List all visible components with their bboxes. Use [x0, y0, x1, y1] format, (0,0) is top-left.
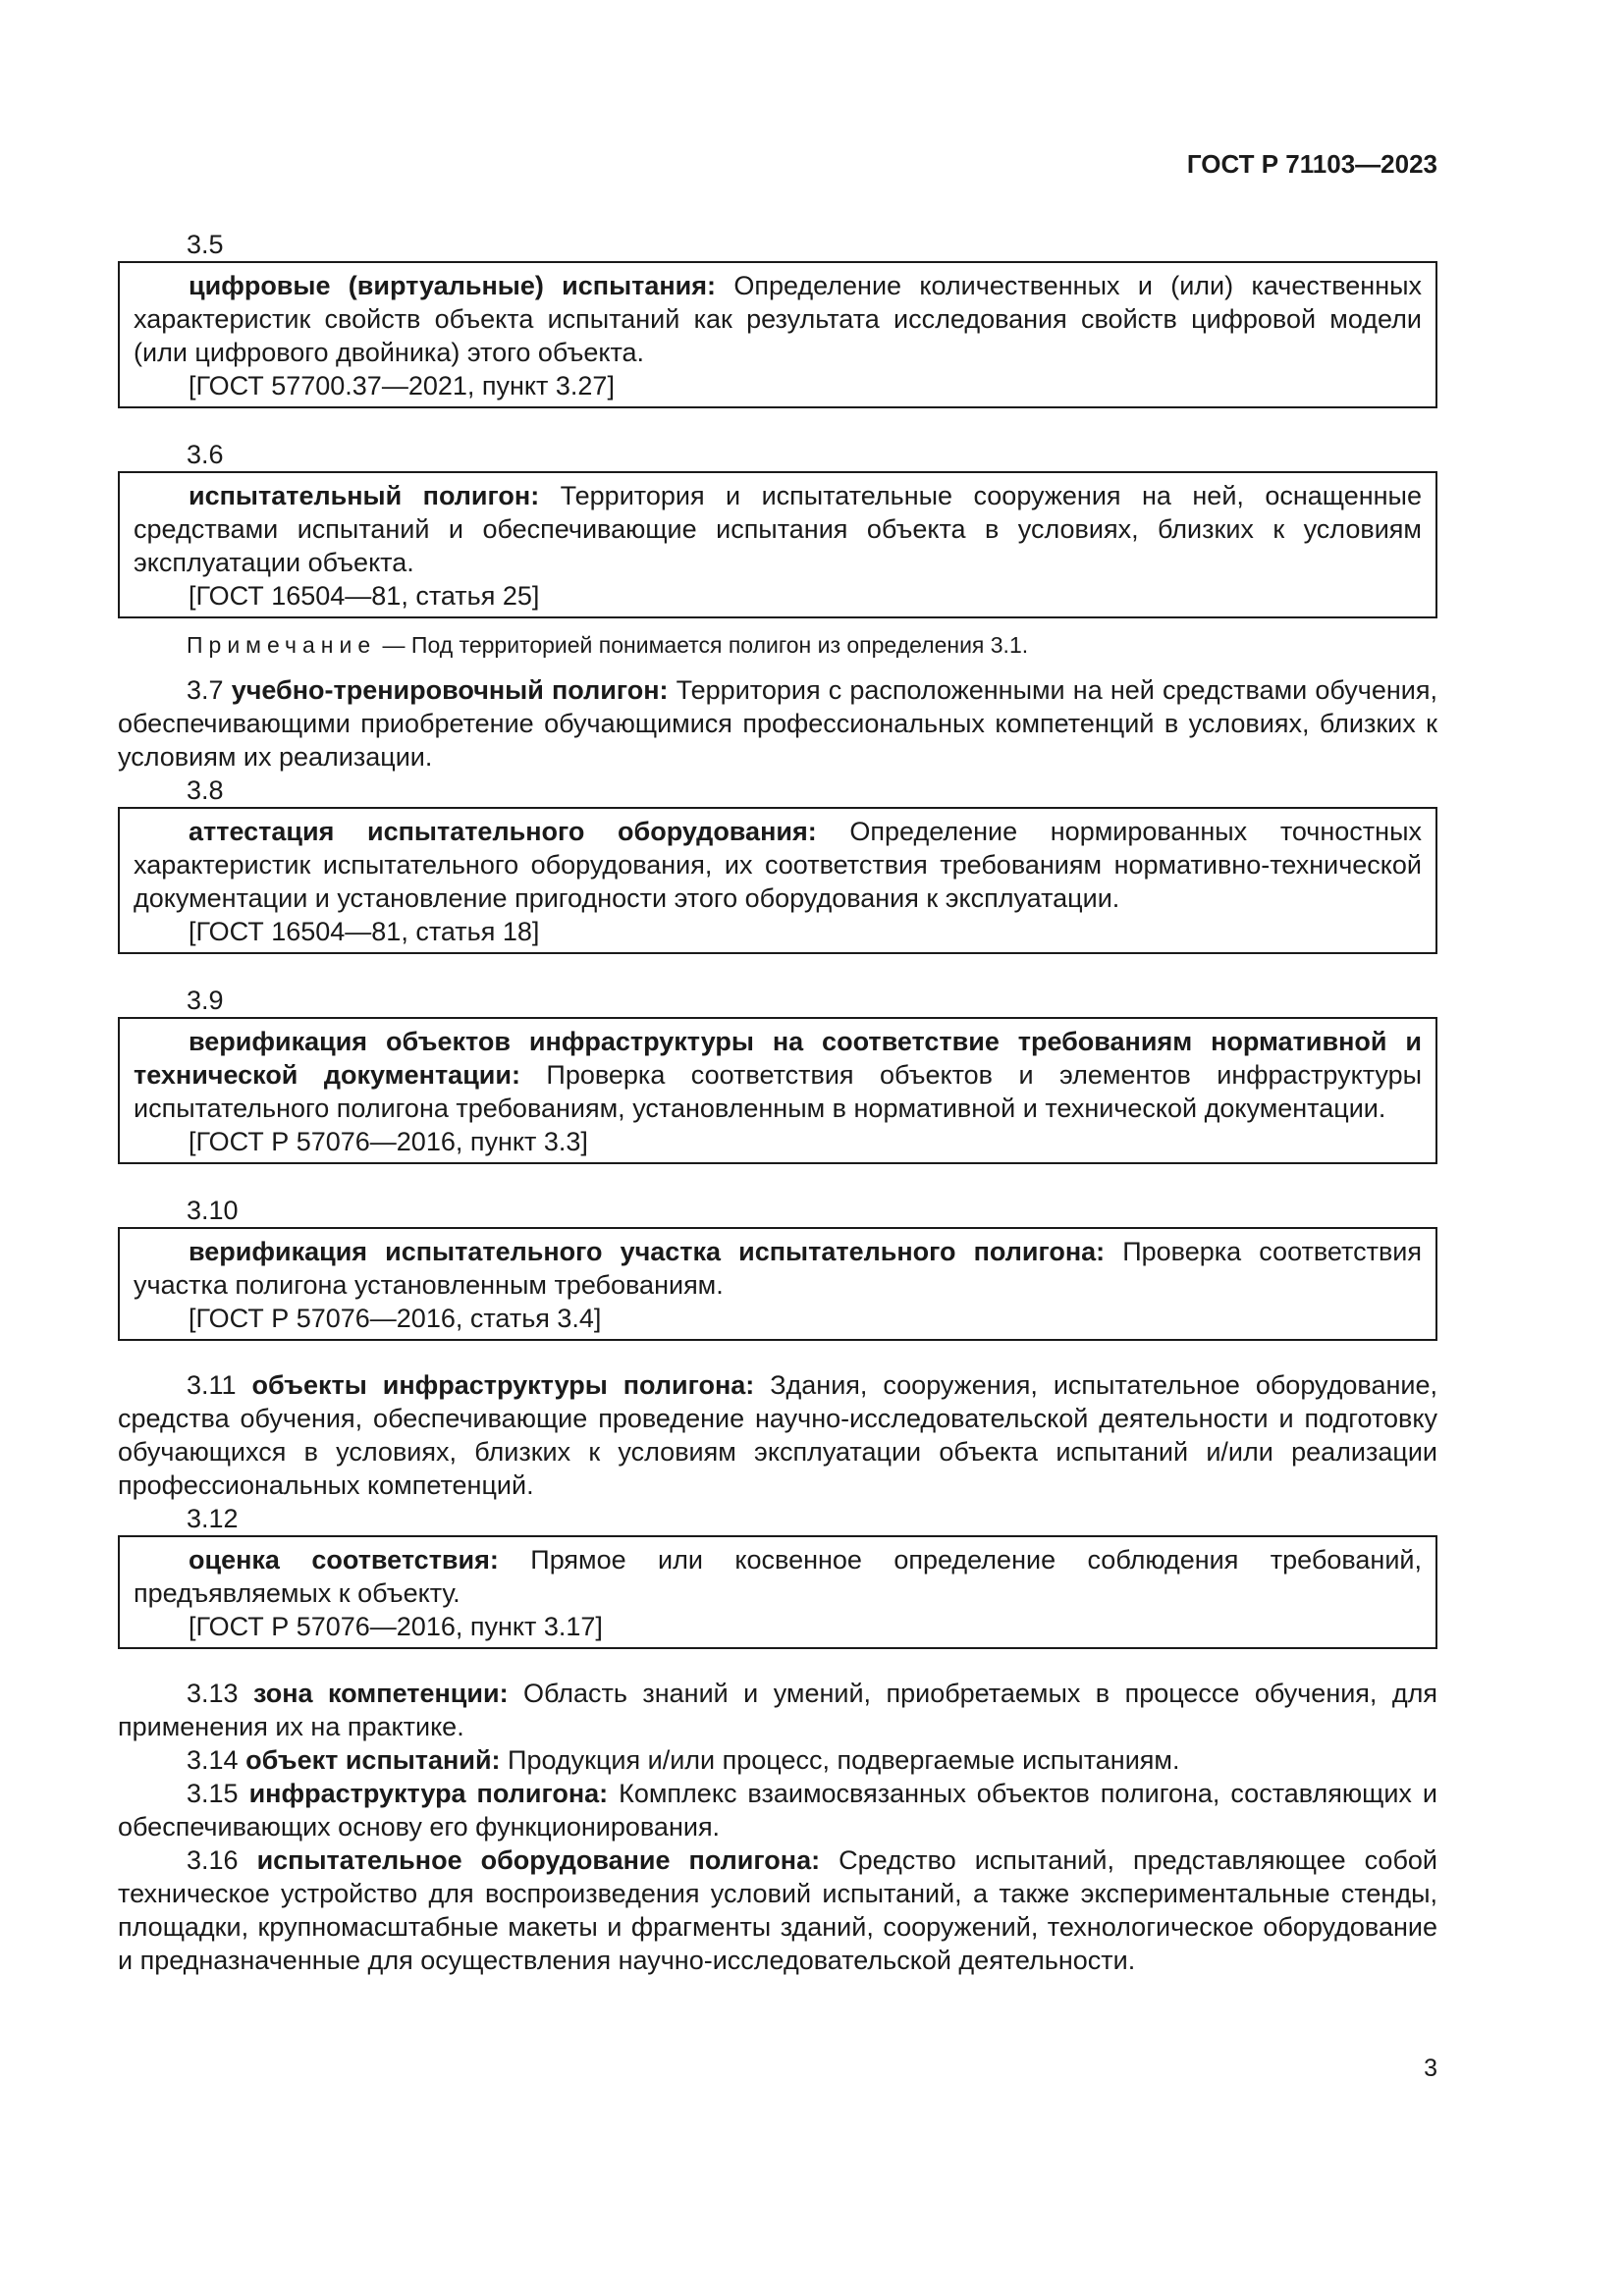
- definition: Проверка соответствия участка полигона установленным требованиям.: [134, 1237, 1422, 1300]
- entry-number: 3.7: [187, 675, 224, 705]
- definition: Средство испытаний, представляющее собой техническое устройство для воспроизведения условий испытаний, а также экспериментальные стенды, площадки, крупномасштабные макеты и фрагменты зданий, сооружений, технологическое оборудование и предназначенные для осуществления научно-исследовательской деятельности.: [118, 1845, 1438, 1975]
- entry-number: 3.5: [187, 230, 224, 259]
- source-reference: [ГОСТ Р 57076—2016, пункт 3.17]: [189, 1612, 603, 1641]
- definition: Территория и испытательные сооружения на ней, оснащенные средствами испытаний и обеспечивающие испытания объекта в условиях, близких к условиям эксплуатации объекта.: [134, 481, 1422, 577]
- term-paragraph-3-14: [118, 1743, 1437, 1777]
- term-box-3-12: [118, 1535, 1437, 1649]
- note-label: Примечание: [187, 632, 377, 658]
- entry-number: 3.13: [187, 1679, 239, 1708]
- source-reference: [ГОСТ 57700.37—2021, пункт 3.27]: [189, 371, 615, 400]
- term-paragraph-3-16: [118, 1843, 1437, 1977]
- definition: Определение нормированных точностных характеристик испытательного оборудования, их соответствия требованиям нормативно-технической документации и установление пригодности этого оборудования к эксплуатации.: [134, 817, 1422, 913]
- term-paragraph-3-7: [118, 673, 1437, 774]
- term: учебно-тренировочный полигон:: [231, 675, 669, 705]
- source-reference: [ГОСТ 16504—81, статья 25]: [189, 581, 540, 611]
- source-reference: [ГОСТ Р 57076—2016, статья 3.4]: [189, 1304, 602, 1333]
- definition: Продукция и/или процесс, подвергаемые испытаниям.: [500, 1745, 1180, 1775]
- definition: Область знаний и умений, приобретаемых в процессе обучения, для применения их на практике.: [118, 1679, 1437, 1741]
- definition: Определение количественных и (или) качественных характеристик свойств объекта испытаний как результата исследования свойств цифровой модели (или цифрового двойника) этого объекта.: [134, 271, 1423, 367]
- definition: Комплекс взаимосвязанных объектов полигона, составляющих и обеспечивающих основу его функционирования.: [118, 1779, 1437, 1842]
- term: объекты инфраструктуры полигона:: [251, 1370, 755, 1400]
- entry-number: 3.6: [187, 440, 224, 469]
- note-text: — Под территорией понимается полигон из определения 3.1.: [376, 632, 1029, 658]
- note: [118, 628, 1437, 662]
- term-paragraph-3-15: [118, 1777, 1437, 1843]
- term: инфраструктура полигона:: [248, 1779, 609, 1808]
- entry-number: 3.16: [187, 1845, 239, 1875]
- term: объект испытаний:: [245, 1745, 501, 1775]
- term-box-3-9: [118, 1017, 1437, 1164]
- entry-number: 3.14: [187, 1745, 239, 1775]
- term: испытательное оборудование полигона:: [256, 1845, 821, 1875]
- document-code: ГОСТ Р 71103—2023: [1186, 149, 1437, 179]
- definition: Здания, сооружения, испытательное оборудование, средства обучения, обеспечивающие проведение научно-исследовательской деятельности и подготовку обучающихся в условиях, близких к условиям эксплуатации объекта испытаний и/или реализации профессиональных компетенций.: [118, 1370, 1437, 1500]
- term: испытательный полигон:: [189, 481, 540, 510]
- entry-number: 3.10: [187, 1196, 239, 1225]
- term: оценка соответствия:: [189, 1545, 499, 1575]
- source-reference: [ГОСТ 16504—81, статья 18]: [189, 917, 540, 946]
- page-number: 3: [1424, 2055, 1437, 2082]
- term: цифровые (виртуальные) испытания:: [189, 271, 717, 300]
- definition: Территория с расположенными на ней средствами обучения, обеспечивающими приобретение обучающимися профессиональных компетенций в условиях, близких к условиям их реализации.: [118, 675, 1437, 772]
- term: верификация объектов инфраструктуры на соответствие требованиям нормативной и технической документации:: [134, 1027, 1422, 1090]
- definition: Прямое или косвенное определение соблюдения требований, предъявляемых к объекту.: [134, 1545, 1422, 1608]
- term-box-3-5: [118, 261, 1437, 408]
- page-body: [118, 0, 1437, 1977]
- definition: Проверка соответствия объектов и элементов инфраструктуры испытательного полигона требованиям, установленным в нормативной и технической документации.: [134, 1060, 1422, 1123]
- term-paragraph-3-11: [118, 1368, 1437, 1502]
- entry-number: 3.12: [187, 1504, 239, 1533]
- entry-number: 3.11: [187, 1370, 237, 1400]
- term-box-3-8: [118, 807, 1437, 954]
- entry-number: 3.9: [187, 986, 224, 1015]
- term-box-3-10: [118, 1227, 1437, 1341]
- term-box-3-6: [118, 471, 1437, 618]
- term: зона компетенции:: [253, 1679, 509, 1708]
- source-reference: [ГОСТ Р 57076—2016, пункт 3.3]: [189, 1127, 588, 1156]
- term: верификация испытательного участка испытательного полигона:: [189, 1237, 1106, 1266]
- term: аттестация испытательного оборудования:: [189, 817, 817, 846]
- entry-number: 3.15: [187, 1779, 239, 1808]
- term-paragraph-3-13: [118, 1677, 1437, 1743]
- entry-number: 3.8: [187, 775, 224, 805]
